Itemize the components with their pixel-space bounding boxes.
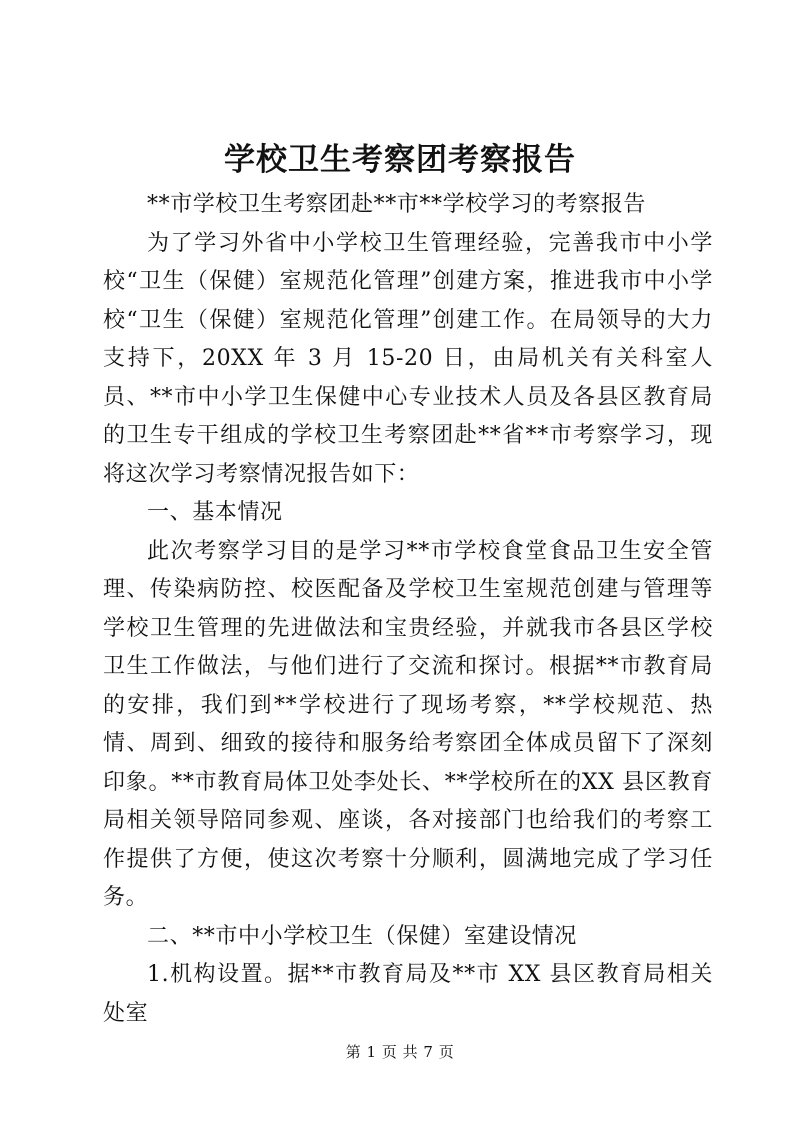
paragraph-organization: 1.机构设置。据**市教育局及**市 XX 县区教育局相关处室: [103, 962, 713, 1026]
paragraph-intro: 为了学习外省中小学校卫生管理经验，完善我市中小学校“卫生（保健）室规范化管理”创建方案，推进我市中小学校“卫生（保健）室规范化管理”创建工作。在局领导的大力支持下，20XX 年 3 月 15-20 日，由局机关有关科室人员、**市中小学卫生保健中心专业技术人员及各县区教育局的卫生专干组成的学校卫生考察团赴**省**市考察学习，现将这次学习考察情况报告如下：: [103, 230, 713, 487]
section-heading-basic-situation: 一、基本情况: [147, 500, 283, 525]
paragraph-basic-situation: 此次考察学习目的是学习**市学校食堂食品卫生安全管理、传染病防控、校医配备及学校卫生室规范创建与管理等学校卫生管理的先进做法和宝贵经验，并就我市各县区学校卫生工作做法，与他们进行了交流和探讨。根据**市教育局的安排，我们到**学校进行了现场考察，**学校规范、热情、周到、细致的接待和服务给考察团全体成员留下了深刻印象。**市教育局体卫处李处长、**学校所在的XX 县区教育局相关领导陪同参观、座谈，各对接部门也给我们的考察工作提供了方便，使这次考察十分顺利，圆满地完成了学习任务。: [103, 538, 713, 910]
report-subtitle: **市学校卫生考察团赴**市**学校学习的考察报告: [147, 192, 647, 217]
section-heading-health-room: 二、**市中小学校卫生（保健）室建设情况: [147, 923, 578, 949]
document-body: [103, 186, 713, 1033]
document-title: 学校卫生考察团考察报告: [224, 142, 576, 178]
page-footer: 第 1 页 共 7 页: [345, 1043, 455, 1061]
